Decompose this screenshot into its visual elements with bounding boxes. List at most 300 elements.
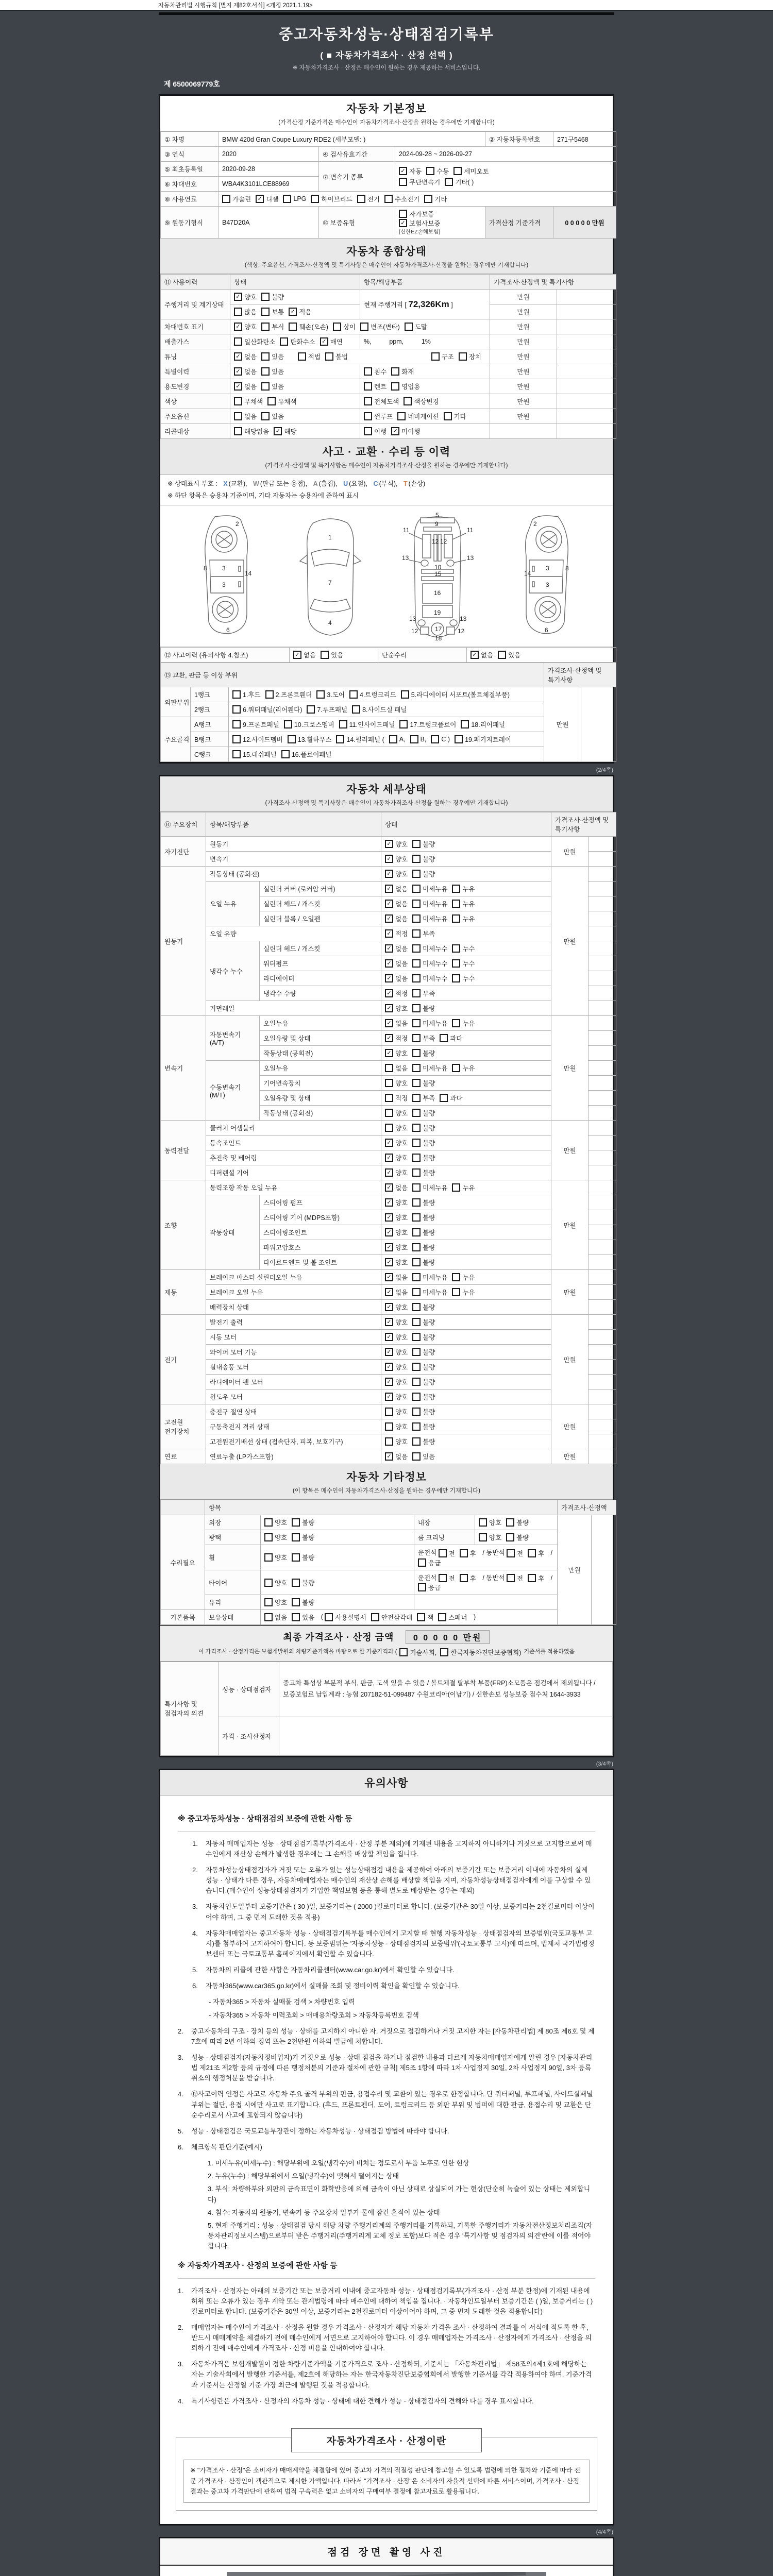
checkbox-option[interactable] xyxy=(385,1317,408,1327)
checked-checkbox-icon[interactable]: ✓ xyxy=(385,1228,393,1236)
unchecked-checkbox-icon[interactable] xyxy=(412,944,421,953)
checkbox-option[interactable] xyxy=(385,1377,408,1386)
unchecked-checkbox-icon[interactable] xyxy=(439,1549,447,1557)
unchecked-checkbox-icon[interactable] xyxy=(349,690,358,699)
checkbox-option[interactable] xyxy=(412,1063,447,1073)
unchecked-checkbox-icon[interactable] xyxy=(261,352,270,361)
checkbox-option[interactable] xyxy=(222,194,251,204)
checkbox-option[interactable] xyxy=(385,1108,408,1117)
unchecked-checkbox-icon[interactable] xyxy=(232,705,241,714)
unchecked-checkbox-icon[interactable] xyxy=(431,735,439,743)
checked-checkbox-icon[interactable]: ✓ xyxy=(234,352,242,361)
unchecked-checkbox-icon[interactable] xyxy=(385,1109,393,1117)
unchecked-checkbox-icon[interactable] xyxy=(412,885,421,893)
checkbox-option[interactable] xyxy=(385,974,408,983)
checkbox-option[interactable] xyxy=(412,1183,447,1192)
checkbox-option[interactable] xyxy=(234,397,263,406)
unchecked-checkbox-icon[interactable] xyxy=(452,1019,460,1027)
unchecked-checkbox-icon[interactable] xyxy=(431,352,440,361)
checked-checkbox-icon[interactable]: ✓ xyxy=(385,914,393,923)
unchecked-checkbox-icon[interactable] xyxy=(352,705,360,714)
checkbox-option[interactable] xyxy=(232,735,283,744)
unchecked-checkbox-icon[interactable] xyxy=(426,167,434,175)
checked-checkbox-icon[interactable]: ✓ xyxy=(385,840,393,848)
unchecked-checkbox-icon[interactable] xyxy=(507,1549,515,1557)
checked-checkbox-icon[interactable]: ✓ xyxy=(234,382,242,391)
unchecked-checkbox-icon[interactable] xyxy=(325,1613,333,1621)
checkbox-option[interactable] xyxy=(311,194,352,204)
checkbox-option[interactable] xyxy=(289,322,328,331)
checkbox-option[interactable] xyxy=(391,382,420,391)
checkbox-option[interactable] xyxy=(412,1108,435,1117)
unchecked-checkbox-icon[interactable] xyxy=(261,367,270,376)
unchecked-checkbox-icon[interactable] xyxy=(412,1258,421,1266)
unchecked-checkbox-icon[interactable] xyxy=(452,914,460,923)
checkbox-option[interactable] xyxy=(399,720,456,729)
unchecked-checkbox-icon[interactable] xyxy=(412,1228,421,1236)
checked-checkbox-icon[interactable]: ✓ xyxy=(289,308,297,316)
unchecked-checkbox-icon[interactable] xyxy=(404,397,412,405)
checked-checkbox-icon[interactable]: ✓ xyxy=(234,367,242,376)
unchecked-checkbox-icon[interactable] xyxy=(232,735,241,743)
unchecked-checkbox-icon[interactable] xyxy=(399,720,408,728)
unchecked-checkbox-icon[interactable] xyxy=(339,720,347,728)
checkbox-option[interactable] xyxy=(261,322,284,331)
checkbox-option[interactable] xyxy=(452,1063,475,1073)
checkbox-option[interactable] xyxy=(385,1123,408,1132)
unchecked-checkbox-icon[interactable] xyxy=(412,1168,421,1177)
unchecked-checkbox-icon[interactable] xyxy=(412,1378,421,1386)
checkbox-option[interactable] xyxy=(385,914,408,923)
unchecked-checkbox-icon[interactable] xyxy=(281,750,290,758)
checkbox-option[interactable] xyxy=(261,307,284,316)
checkbox-option[interactable] xyxy=(412,1019,447,1028)
unchecked-checkbox-icon[interactable] xyxy=(412,1408,421,1416)
checked-checkbox-icon[interactable]: ✓ xyxy=(234,323,242,331)
checkbox-option[interactable] xyxy=(452,1287,475,1297)
checkbox-option[interactable] xyxy=(405,322,427,331)
checkbox-option[interactable] xyxy=(232,690,261,699)
checkbox-option[interactable] xyxy=(364,367,386,376)
checkbox-option[interactable] xyxy=(384,194,419,204)
unchecked-checkbox-icon[interactable] xyxy=(364,397,372,405)
checked-checkbox-icon[interactable]: ✓ xyxy=(385,989,393,997)
unchecked-checkbox-icon[interactable] xyxy=(460,1549,468,1557)
checkbox-option[interactable] xyxy=(426,166,449,176)
checked-checkbox-icon[interactable]: ✓ xyxy=(385,1258,393,1266)
checkbox-option[interactable] xyxy=(385,929,408,938)
unchecked-checkbox-icon[interactable] xyxy=(412,870,421,878)
checkbox-option[interactable] xyxy=(385,1407,408,1416)
checked-checkbox-icon[interactable]: ✓ xyxy=(385,1363,393,1371)
unchecked-checkbox-icon[interactable] xyxy=(506,1518,514,1527)
checkbox-option[interactable] xyxy=(470,650,493,659)
checkbox-option[interactable] xyxy=(412,854,435,863)
unchecked-checkbox-icon[interactable] xyxy=(412,1422,421,1431)
unchecked-checkbox-icon[interactable] xyxy=(412,1049,421,1057)
unchecked-checkbox-icon[interactable] xyxy=(261,323,270,331)
checked-checkbox-icon[interactable]: ✓ xyxy=(320,337,328,346)
unchecked-checkbox-icon[interactable] xyxy=(264,1613,273,1621)
checked-checkbox-icon[interactable]: ✓ xyxy=(385,900,393,908)
checkbox-option[interactable] xyxy=(417,1613,433,1622)
checkbox-option[interactable] xyxy=(452,1183,475,1192)
checkbox-option[interactable] xyxy=(507,1549,523,1558)
unchecked-checkbox-icon[interactable] xyxy=(289,323,297,331)
checkbox-option[interactable] xyxy=(385,1019,408,1028)
unchecked-checkbox-icon[interactable] xyxy=(412,1019,421,1027)
checkbox-option[interactable] xyxy=(371,1613,412,1622)
unchecked-checkbox-icon[interactable] xyxy=(261,412,270,420)
checkbox-option[interactable] xyxy=(234,352,257,361)
checkbox-option[interactable] xyxy=(261,352,284,361)
unchecked-checkbox-icon[interactable] xyxy=(445,178,453,186)
unchecked-checkbox-icon[interactable] xyxy=(417,1613,425,1621)
checkbox-option[interactable] xyxy=(364,412,393,421)
unchecked-checkbox-icon[interactable] xyxy=(283,195,291,203)
checked-checkbox-icon[interactable]: ✓ xyxy=(293,651,301,659)
checked-checkbox-icon[interactable]: ✓ xyxy=(470,651,479,659)
unchecked-checkbox-icon[interactable] xyxy=(234,412,242,420)
unchecked-checkbox-icon[interactable] xyxy=(385,1094,393,1102)
unchecked-checkbox-icon[interactable] xyxy=(412,959,421,968)
unchecked-checkbox-icon[interactable] xyxy=(412,855,421,863)
checkbox-option[interactable] xyxy=(385,1213,408,1222)
checkbox-option[interactable] xyxy=(412,1377,435,1386)
unchecked-checkbox-icon[interactable] xyxy=(234,337,242,346)
unchecked-checkbox-icon[interactable] xyxy=(321,651,329,659)
unchecked-checkbox-icon[interactable] xyxy=(292,1553,300,1562)
checkbox-option[interactable] xyxy=(455,735,511,744)
checked-checkbox-icon[interactable]: ✓ xyxy=(385,855,393,863)
checkbox-option[interactable] xyxy=(357,194,380,204)
unchecked-checkbox-icon[interactable] xyxy=(412,1198,421,1207)
checkbox-option[interactable] xyxy=(412,1422,435,1431)
checkbox-option[interactable] xyxy=(280,337,315,346)
checkbox-option[interactable] xyxy=(412,1213,435,1222)
checkbox-option[interactable] xyxy=(479,1518,501,1527)
unchecked-checkbox-icon[interactable] xyxy=(412,1348,421,1356)
checked-checkbox-icon[interactable]: ✓ xyxy=(385,1318,393,1326)
checkbox-option[interactable] xyxy=(264,1598,287,1607)
unchecked-checkbox-icon[interactable] xyxy=(412,1064,421,1072)
checkbox-option[interactable] xyxy=(412,989,435,998)
checked-checkbox-icon[interactable]: ✓ xyxy=(385,885,393,893)
unchecked-checkbox-icon[interactable] xyxy=(412,1213,421,1222)
unchecked-checkbox-icon[interactable] xyxy=(507,1574,515,1582)
checkbox-option[interactable] xyxy=(385,1138,408,1147)
checkbox-option[interactable] xyxy=(261,292,284,301)
checkbox-option[interactable] xyxy=(412,1347,435,1357)
checkbox-option[interactable] xyxy=(264,1613,287,1622)
checkbox-option[interactable] xyxy=(439,1573,455,1583)
unchecked-checkbox-icon[interactable] xyxy=(261,382,270,391)
checkbox-option[interactable] xyxy=(412,1437,435,1446)
checkbox-option[interactable] xyxy=(401,690,510,699)
checkbox-option[interactable] xyxy=(506,1533,529,1542)
unchecked-checkbox-icon[interactable] xyxy=(412,1124,421,1132)
checkbox-option[interactable] xyxy=(298,352,321,361)
checkbox-option[interactable] xyxy=(431,735,450,743)
unchecked-checkbox-icon[interactable] xyxy=(412,914,421,923)
unchecked-checkbox-icon[interactable] xyxy=(452,944,460,953)
checkbox-option[interactable] xyxy=(412,869,435,878)
checkbox-option[interactable] xyxy=(389,735,406,743)
unchecked-checkbox-icon[interactable] xyxy=(412,1004,421,1012)
unchecked-checkbox-icon[interactable] xyxy=(424,195,432,203)
checked-checkbox-icon[interactable]: ✓ xyxy=(385,959,393,968)
checkbox-option[interactable] xyxy=(234,382,257,391)
checkbox-option[interactable] xyxy=(261,412,284,421)
checkbox-option[interactable] xyxy=(385,1452,408,1461)
unchecked-checkbox-icon[interactable] xyxy=(410,735,418,743)
checkbox-option[interactable] xyxy=(385,1243,408,1252)
unchecked-checkbox-icon[interactable] xyxy=(384,195,393,203)
checkbox-option[interactable] xyxy=(261,367,284,376)
checkbox-option[interactable] xyxy=(412,974,447,983)
unchecked-checkbox-icon[interactable] xyxy=(385,1408,393,1416)
unchecked-checkbox-icon[interactable] xyxy=(452,1183,460,1192)
checkbox-option[interactable] xyxy=(336,735,384,744)
checkbox-option[interactable] xyxy=(399,209,434,218)
unchecked-checkbox-icon[interactable] xyxy=(385,1437,393,1446)
unchecked-checkbox-icon[interactable] xyxy=(452,1064,460,1072)
checkbox-option[interactable] xyxy=(412,1317,435,1327)
unchecked-checkbox-icon[interactable] xyxy=(528,1574,536,1582)
unchecked-checkbox-icon[interactable] xyxy=(412,1079,421,1087)
checkbox-option[interactable] xyxy=(528,1573,544,1583)
checkbox-option[interactable] xyxy=(460,1549,476,1558)
checkbox-option[interactable] xyxy=(445,177,474,187)
unchecked-checkbox-icon[interactable] xyxy=(412,1273,421,1281)
checkbox-option[interactable] xyxy=(385,1198,408,1207)
checkbox-option[interactable] xyxy=(385,1063,408,1073)
checked-checkbox-icon[interactable]: ✓ xyxy=(385,1213,393,1222)
checkbox-option[interactable] xyxy=(412,1332,435,1342)
checkbox-option[interactable] xyxy=(385,1033,408,1043)
checkbox-option[interactable] xyxy=(412,1407,435,1416)
unchecked-checkbox-icon[interactable] xyxy=(391,382,399,391)
unchecked-checkbox-icon[interactable] xyxy=(412,1318,421,1326)
checkbox-option[interactable] xyxy=(391,367,414,376)
unchecked-checkbox-icon[interactable] xyxy=(336,735,344,743)
checkbox-option[interactable] xyxy=(352,705,407,714)
unchecked-checkbox-icon[interactable] xyxy=(267,397,276,405)
checkbox-option[interactable] xyxy=(232,750,277,759)
checkbox-option[interactable] xyxy=(452,884,475,893)
unchecked-checkbox-icon[interactable] xyxy=(528,1549,536,1557)
unchecked-checkbox-icon[interactable] xyxy=(234,397,242,405)
checkbox-option[interactable] xyxy=(418,1583,441,1592)
checkbox-option[interactable] xyxy=(364,427,386,436)
checkbox-option[interactable] xyxy=(234,367,257,376)
checkbox-option[interactable] xyxy=(289,307,311,316)
unchecked-checkbox-icon[interactable] xyxy=(440,1034,448,1042)
checked-checkbox-icon[interactable]: ✓ xyxy=(385,1273,393,1281)
checked-checkbox-icon[interactable]: ✓ xyxy=(385,870,393,878)
unchecked-checkbox-icon[interactable] xyxy=(264,1533,273,1541)
unchecked-checkbox-icon[interactable] xyxy=(412,1393,421,1401)
checkbox-option[interactable] xyxy=(440,1648,521,1657)
unchecked-checkbox-icon[interactable] xyxy=(325,352,333,361)
unchecked-checkbox-icon[interactable] xyxy=(222,195,230,203)
unchecked-checkbox-icon[interactable] xyxy=(452,885,460,893)
checkbox-option[interactable] xyxy=(412,899,447,908)
checkbox-option[interactable] xyxy=(325,1613,366,1622)
checkbox-option[interactable] xyxy=(385,959,408,968)
checkbox-option[interactable] xyxy=(264,1518,287,1527)
checkbox-option[interactable] xyxy=(364,382,386,391)
checked-checkbox-icon[interactable]: ✓ xyxy=(385,1034,393,1042)
checkbox-option[interactable] xyxy=(234,322,257,331)
checked-checkbox-icon[interactable]: ✓ xyxy=(385,1243,393,1251)
checkbox-option[interactable] xyxy=(412,1228,435,1237)
unchecked-checkbox-icon[interactable] xyxy=(364,412,372,420)
checkbox-option[interactable] xyxy=(385,884,408,893)
unchecked-checkbox-icon[interactable] xyxy=(385,1079,393,1087)
unchecked-checkbox-icon[interactable] xyxy=(401,690,409,699)
checkbox-option[interactable] xyxy=(267,397,296,406)
unchecked-checkbox-icon[interactable] xyxy=(412,1437,421,1446)
checkbox-option[interactable] xyxy=(293,650,316,659)
checkbox-option[interactable] xyxy=(385,1437,408,1446)
checkbox-option[interactable] xyxy=(385,869,408,878)
checkbox-option[interactable] xyxy=(385,1078,408,1088)
checkbox-option[interactable] xyxy=(339,720,395,729)
checked-checkbox-icon[interactable]: ✓ xyxy=(385,1168,393,1177)
checkbox-option[interactable] xyxy=(452,914,475,923)
checkbox-option[interactable] xyxy=(234,337,275,346)
checkbox-option[interactable] xyxy=(453,166,489,176)
checked-checkbox-icon[interactable]: ✓ xyxy=(385,1139,393,1147)
checkbox-option[interactable] xyxy=(232,705,302,714)
checkbox-option[interactable] xyxy=(234,427,269,436)
unchecked-checkbox-icon[interactable] xyxy=(232,720,241,728)
checkbox-option[interactable] xyxy=(440,1033,462,1043)
checkbox-option[interactable] xyxy=(410,735,427,743)
checkbox-option[interactable] xyxy=(431,352,454,361)
checkbox-option[interactable] xyxy=(404,397,439,406)
unchecked-checkbox-icon[interactable] xyxy=(399,1648,408,1656)
unchecked-checkbox-icon[interactable] xyxy=(261,308,270,316)
checkbox-option[interactable] xyxy=(460,1573,476,1583)
unchecked-checkbox-icon[interactable] xyxy=(412,1154,421,1162)
unchecked-checkbox-icon[interactable] xyxy=(264,1579,273,1587)
checkbox-option[interactable] xyxy=(385,1258,408,1267)
checkbox-option[interactable] xyxy=(506,1518,529,1527)
unchecked-checkbox-icon[interactable] xyxy=(418,1583,426,1591)
checked-checkbox-icon[interactable]: ✓ xyxy=(234,293,242,301)
checkbox-option[interactable] xyxy=(292,1553,314,1562)
checkbox-option[interactable] xyxy=(452,959,475,968)
unchecked-checkbox-icon[interactable] xyxy=(357,195,365,203)
unchecked-checkbox-icon[interactable] xyxy=(440,1648,448,1656)
checkbox-option[interactable] xyxy=(452,1273,475,1282)
unchecked-checkbox-icon[interactable] xyxy=(298,352,306,361)
checkbox-option[interactable] xyxy=(399,1648,436,1657)
checked-checkbox-icon[interactable]: ✓ xyxy=(256,195,264,203)
checked-checkbox-icon[interactable]: ✓ xyxy=(391,427,399,435)
checkbox-option[interactable] xyxy=(399,218,440,228)
checked-checkbox-icon[interactable]: ✓ xyxy=(385,974,393,982)
checkbox-option[interactable] xyxy=(264,1553,287,1562)
unchecked-checkbox-icon[interactable] xyxy=(460,1574,468,1582)
checkbox-option[interactable] xyxy=(385,1302,408,1312)
checkbox-option[interactable] xyxy=(284,720,334,729)
checkbox-option[interactable] xyxy=(412,929,435,938)
checkbox-option[interactable] xyxy=(452,899,475,908)
checkbox-option[interactable] xyxy=(461,720,505,729)
unchecked-checkbox-icon[interactable] xyxy=(385,1422,393,1431)
checkbox-option[interactable] xyxy=(385,1004,408,1013)
unchecked-checkbox-icon[interactable] xyxy=(364,367,372,376)
checkbox-option[interactable] xyxy=(292,1533,314,1542)
checkbox-option[interactable] xyxy=(333,322,356,331)
unchecked-checkbox-icon[interactable] xyxy=(452,900,460,908)
checkbox-option[interactable] xyxy=(385,1362,408,1371)
checkbox-option[interactable] xyxy=(412,1138,435,1147)
checkbox-option[interactable] xyxy=(292,1613,314,1622)
checked-checkbox-icon[interactable]: ✓ xyxy=(385,1452,393,1461)
checkbox-option[interactable] xyxy=(385,1273,408,1282)
unchecked-checkbox-icon[interactable] xyxy=(412,1288,421,1296)
checkbox-option[interactable] xyxy=(452,1019,475,1028)
checkbox-option[interactable] xyxy=(261,382,284,391)
unchecked-checkbox-icon[interactable] xyxy=(412,929,421,938)
checkbox-option[interactable] xyxy=(234,412,257,421)
checkbox-option[interactable] xyxy=(385,1048,408,1058)
checkbox-option[interactable] xyxy=(264,1578,287,1587)
checkbox-option[interactable] xyxy=(439,1549,455,1558)
checkbox-option[interactable] xyxy=(385,899,408,908)
checkbox-option[interactable] xyxy=(438,1613,467,1622)
checked-checkbox-icon[interactable]: ✓ xyxy=(385,1348,393,1356)
unchecked-checkbox-icon[interactable] xyxy=(412,1243,421,1251)
unchecked-checkbox-icon[interactable] xyxy=(405,323,413,331)
checkbox-option[interactable] xyxy=(452,974,475,983)
unchecked-checkbox-icon[interactable] xyxy=(264,1518,273,1527)
unchecked-checkbox-icon[interactable] xyxy=(452,1288,460,1296)
unchecked-checkbox-icon[interactable] xyxy=(418,1558,426,1567)
checkbox-option[interactable] xyxy=(412,914,447,923)
checkbox-option[interactable] xyxy=(452,944,475,953)
checkbox-option[interactable] xyxy=(399,177,440,187)
checked-checkbox-icon[interactable]: ✓ xyxy=(399,167,407,175)
checkbox-option[interactable] xyxy=(459,352,481,361)
unchecked-checkbox-icon[interactable] xyxy=(264,1598,273,1606)
unchecked-checkbox-icon[interactable] xyxy=(399,210,407,218)
checkbox-option[interactable] xyxy=(412,1392,435,1401)
checked-checkbox-icon[interactable]: ✓ xyxy=(385,1333,393,1341)
checked-checkbox-icon[interactable]: ✓ xyxy=(385,944,393,953)
unchecked-checkbox-icon[interactable] xyxy=(232,690,241,699)
checkbox-option[interactable] xyxy=(418,1558,441,1567)
checkbox-option[interactable] xyxy=(292,1518,314,1527)
checkbox-option[interactable] xyxy=(292,1578,314,1587)
unchecked-checkbox-icon[interactable] xyxy=(316,690,325,699)
unchecked-checkbox-icon[interactable] xyxy=(438,1613,446,1621)
checkbox-option[interactable] xyxy=(385,1332,408,1342)
checkbox-option[interactable] xyxy=(385,1228,408,1237)
unchecked-checkbox-icon[interactable] xyxy=(452,959,460,968)
unchecked-checkbox-icon[interactable] xyxy=(412,974,421,982)
checkbox-option[interactable] xyxy=(498,650,520,659)
checkbox-option[interactable] xyxy=(412,1362,435,1371)
unchecked-checkbox-icon[interactable] xyxy=(412,1139,421,1147)
unchecked-checkbox-icon[interactable] xyxy=(385,1064,393,1072)
unchecked-checkbox-icon[interactable] xyxy=(412,900,421,908)
unchecked-checkbox-icon[interactable] xyxy=(412,1183,421,1192)
